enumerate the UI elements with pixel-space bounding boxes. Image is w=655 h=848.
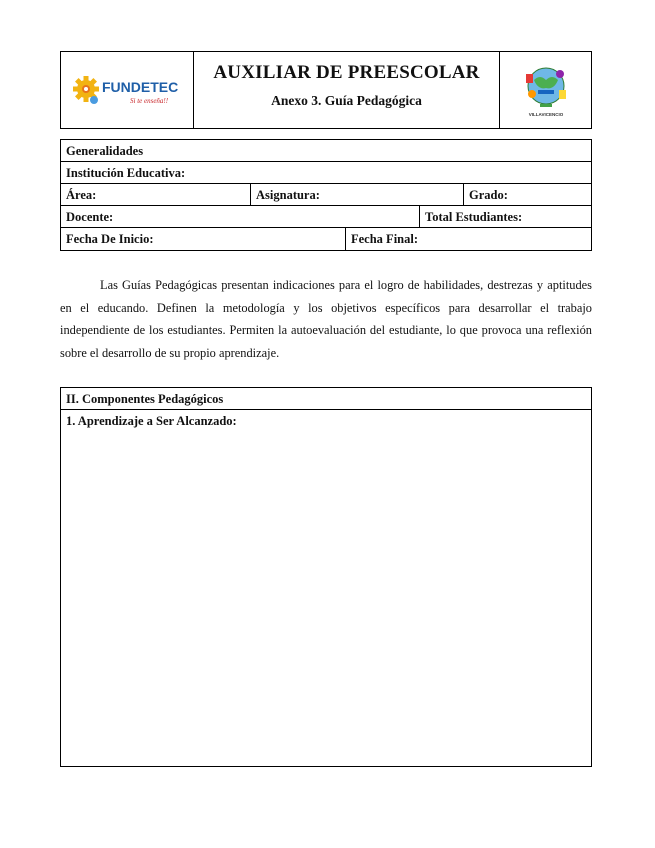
general-title-row xyxy=(61,140,591,162)
document-header xyxy=(60,51,592,129)
components-table xyxy=(60,387,592,767)
teacher-field[interactable]: Docente: xyxy=(66,210,114,224)
page-title: AUXILIAR DE PREESCOLAR xyxy=(213,62,480,83)
institution-field[interactable]: Institución Educativa: xyxy=(66,166,186,180)
fundetec-logo xyxy=(61,52,194,128)
general-title: Generalidades xyxy=(66,144,144,158)
general-info-table xyxy=(60,139,592,251)
area-field[interactable]: Área: xyxy=(66,188,97,202)
brand-tagline: Si te enseña!! xyxy=(130,97,169,105)
grade-field[interactable]: Grado: xyxy=(463,184,591,205)
school-seal-icon xyxy=(516,60,576,120)
page-subtitle: Anexo 3. Guía Pedagógica xyxy=(271,93,422,108)
teacher-row xyxy=(61,206,591,228)
institution-seal xyxy=(500,52,591,128)
institution-row xyxy=(61,162,591,184)
seal-caption: VILLAVICENCIO xyxy=(528,112,563,117)
learning-goal-field[interactable]: 1. Aprendizaje a Ser Alcanzado: xyxy=(66,414,237,428)
start-date-field[interactable]: Fecha De Inicio: xyxy=(66,232,154,246)
total-students-field[interactable]: Total Estudiantes: xyxy=(419,206,591,227)
area-row xyxy=(61,184,591,206)
header-title-block xyxy=(194,52,500,128)
end-date-field[interactable]: Fecha Final: xyxy=(345,228,591,250)
intro-paragraph: Las Guías Pedagógicas presentan indicaciones para el logro de habilidades, destrezas y aptitudes en el educando. Definen la metodología y los objetivos específicos para desarrollar el trabajo independiente de los estudiantes. Permiten la autoevaluación del estudiante, lo que provoca una reflexión sobre el desarrollo de su propio aprendizaje. xyxy=(60,278,592,360)
dates-row xyxy=(61,228,591,250)
brand-name: FUNDETEC xyxy=(102,79,179,95)
gear-logo-icon xyxy=(72,72,182,108)
components-title: II. Componentes Pedagógicos xyxy=(61,388,591,410)
subject-field[interactable]: Asignatura: xyxy=(250,184,463,205)
intro-paragraph-block xyxy=(60,274,592,364)
